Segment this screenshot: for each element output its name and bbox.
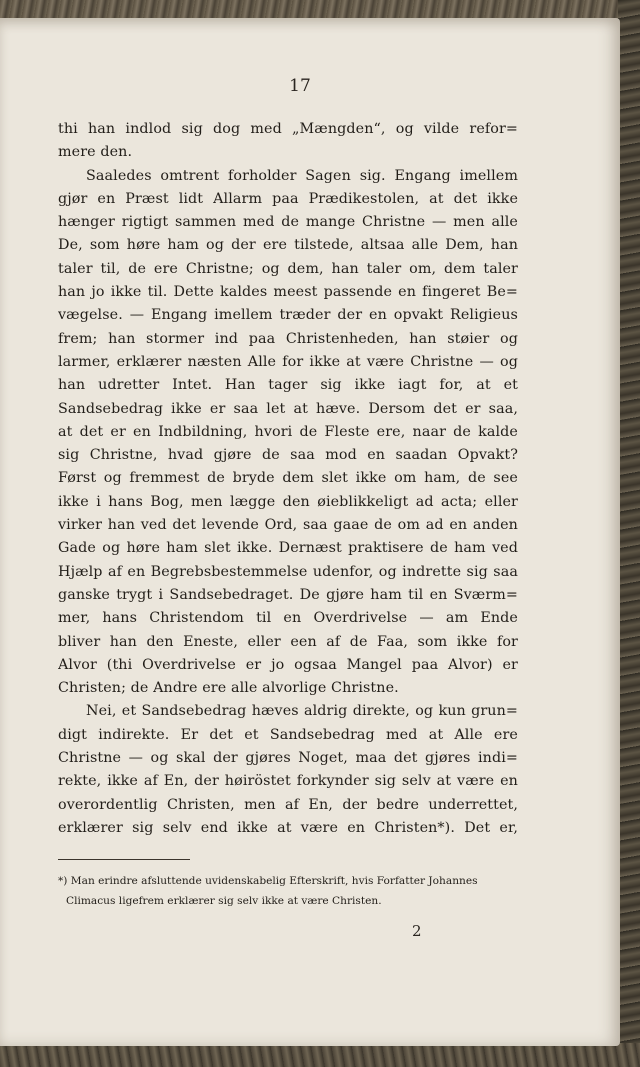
- text-line: Gade og høre ham slet ikke. Dernæst praktisere de ham ved: [58, 540, 518, 557]
- text-line: mere den.: [58, 144, 133, 161]
- text-line: virker han ved det levende Ord, saa gaae de om ad en anden: [58, 517, 518, 534]
- text-line: larmer, erklærer næsten Alle for ikke at være Christne — og: [58, 353, 518, 370]
- text-line: han jo ikke til. Dette kaldes meest passende en fingeret Be=: [58, 284, 518, 301]
- signature-mark: 2: [412, 922, 422, 940]
- text-line: han udretter Intet. Han tager sig ikke iagt for, at et: [58, 377, 518, 394]
- book-binding-edge: [618, 0, 640, 1067]
- text-line: Christne — og skal der gjøres Noget, maa det gjøres indi=: [58, 750, 518, 767]
- text-line: digt indirekte. Er det et Sandsebedrag med at Alle ere: [58, 726, 518, 743]
- text-line: mer, hans Christendom til en Overdrivelse — am Ende: [58, 610, 518, 627]
- text-line: ikke i hans Bog, men lægge den øieblikkeligt ad acta; eller: [58, 493, 518, 510]
- text-line: erklærer sig selv end ikke at være en Christen*). Det er,: [58, 819, 518, 836]
- text-line: sig Christne, hvad gjøre de saa mod en saadan Opvakt?: [58, 447, 518, 464]
- text-line: frem; han stormer ind paa Christenheden, han støier og: [58, 330, 518, 347]
- text-line: taler til, de ere Christne; og dem, han taler om, dem taler: [58, 260, 518, 277]
- footnote-block: [58, 871, 518, 911]
- text-line: Saaledes omtrent forholder Sagen sig. Engang imellem: [86, 167, 518, 184]
- text-line: De, som høre ham og der ere tilstede, altsaa alle Dem, han: [58, 237, 518, 254]
- footnote-divider: [58, 859, 190, 860]
- text-line: Hjælp af en Begrebsbestemmelse udenfor, og indrette sig saa: [58, 563, 518, 580]
- text-line: ganske trygt i Sandsebedraget. De gjøre ham til en Sværm=: [58, 586, 518, 603]
- footnote-line: *) Man erindre afsluttende uvidenskabelig Efterskrift, hvis Forfatter Johannes: [58, 875, 478, 887]
- text-line: bliver han den Eneste, eller een af de Faa, som ikke for: [58, 633, 518, 650]
- text-line: gjør en Præst lidt Allarm paa Prædikestolen, at det ikke: [58, 190, 518, 207]
- text-line: vægelse. — Engang imellem træder der en opvakt Religieus: [58, 307, 518, 324]
- book-binding-bottom: [0, 1043, 640, 1067]
- text-line: Alvor (thi Overdrivelse er jo ogsaa Mangel paa Alvor) er: [58, 656, 518, 673]
- text-line: hænger rigtigt sammen med de mange Christne — men alle: [58, 214, 518, 231]
- text-line: thi han indlod sig dog med „Mængden“, og vilde refor=: [58, 121, 518, 137]
- text-line: rekte, ikke af En, der høiröstet forkynder sig selv at være en: [58, 773, 518, 790]
- book-page: [0, 18, 620, 1046]
- text-line: Først og fremmest de bryde dem slet ikke om ham, de see: [58, 470, 518, 487]
- page-number: 17: [289, 76, 311, 96]
- text-line: Christen; de Andre ere alle alvorlige Christne.: [58, 680, 399, 697]
- main-text-block: [58, 118, 518, 840]
- text-line: Sandsebedrag ikke er saa let at hæve. Dersom det er saa,: [58, 400, 518, 417]
- text-line: at det er en Indbildning, hvori de Fleste ere, naar de kalde: [58, 423, 518, 440]
- text-line: overordentlig Christen, men af En, der bedre underrettet,: [58, 796, 518, 813]
- text-line: Nei, et Sandsebedrag hæves aldrig direkte, og kun grun=: [86, 703, 518, 720]
- footnote-line: Climacus ligefrem erklærer sig selv ikke at være Christen.: [66, 895, 382, 907]
